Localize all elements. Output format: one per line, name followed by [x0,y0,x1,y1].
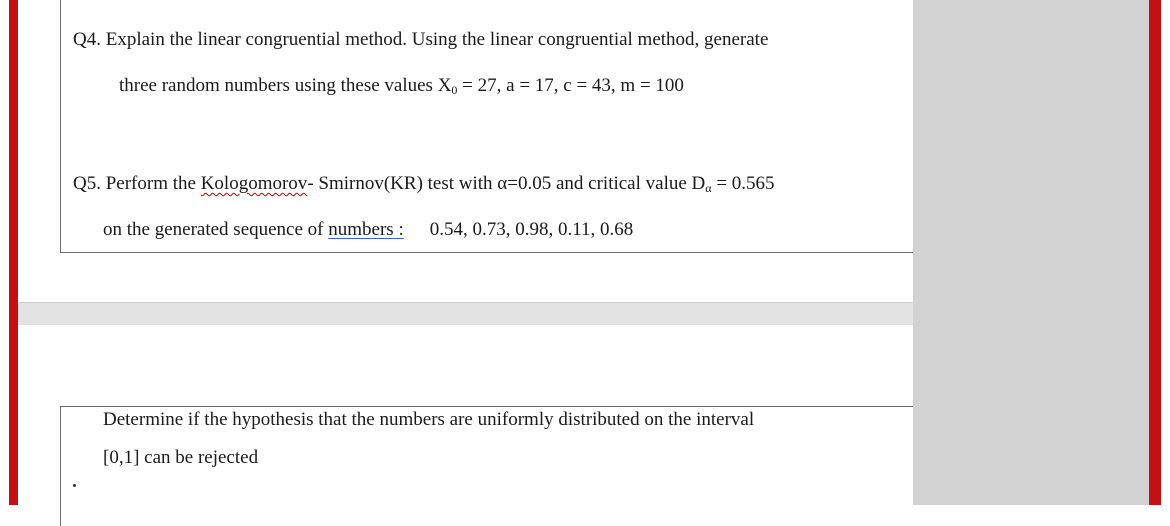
q5-text-1-suffix: = 0.565 [711,173,775,194]
continuation-text-1: Determine if the hypothesis that the numbers are uniformly distributed on the interval [103,409,755,430]
q4-line-2 [119,75,684,101]
q5-text-1-mid: - Smirnov(KR) test with α=0.05 and critical value D [307,173,706,194]
q5-text-2-prefix: on the generated sequence of [103,219,329,240]
continuation-line-1 [103,409,754,431]
q5-line-2 [103,219,633,241]
stray-dot [73,484,76,487]
side-gray-panel [913,0,1149,505]
number-sequence: 0.54, 0.73, 0.98, 0.11, 0.68 [429,219,634,240]
q5-line-1 [73,173,775,199]
document-page [18,0,913,505]
x0-subscript: 0 [451,83,458,97]
q4-line-1 [73,29,768,51]
left-red-border [9,0,18,505]
spell-error-word[interactable]: Kologomorov [200,173,308,194]
d-alpha-subscript: α [705,181,712,195]
q4-text-2-prefix: three random numbers using these values X [119,75,452,96]
continuation-line-2 [103,447,258,469]
right-red-border [1149,0,1161,505]
q4-text-1: Q4. Explain the linear congruential method. Using the linear congruential method, generate [73,29,769,50]
continuation-text-2: [0,1] can be rejected [103,447,259,468]
grammar-flag-word[interactable]: numbers : [328,219,404,240]
page-gap-band [18,302,913,325]
q4-text-2-values: = 27, a = 17, c = 43, m = 100 [457,75,684,96]
q5-text-1-prefix: Q5. Perform the [73,173,201,194]
